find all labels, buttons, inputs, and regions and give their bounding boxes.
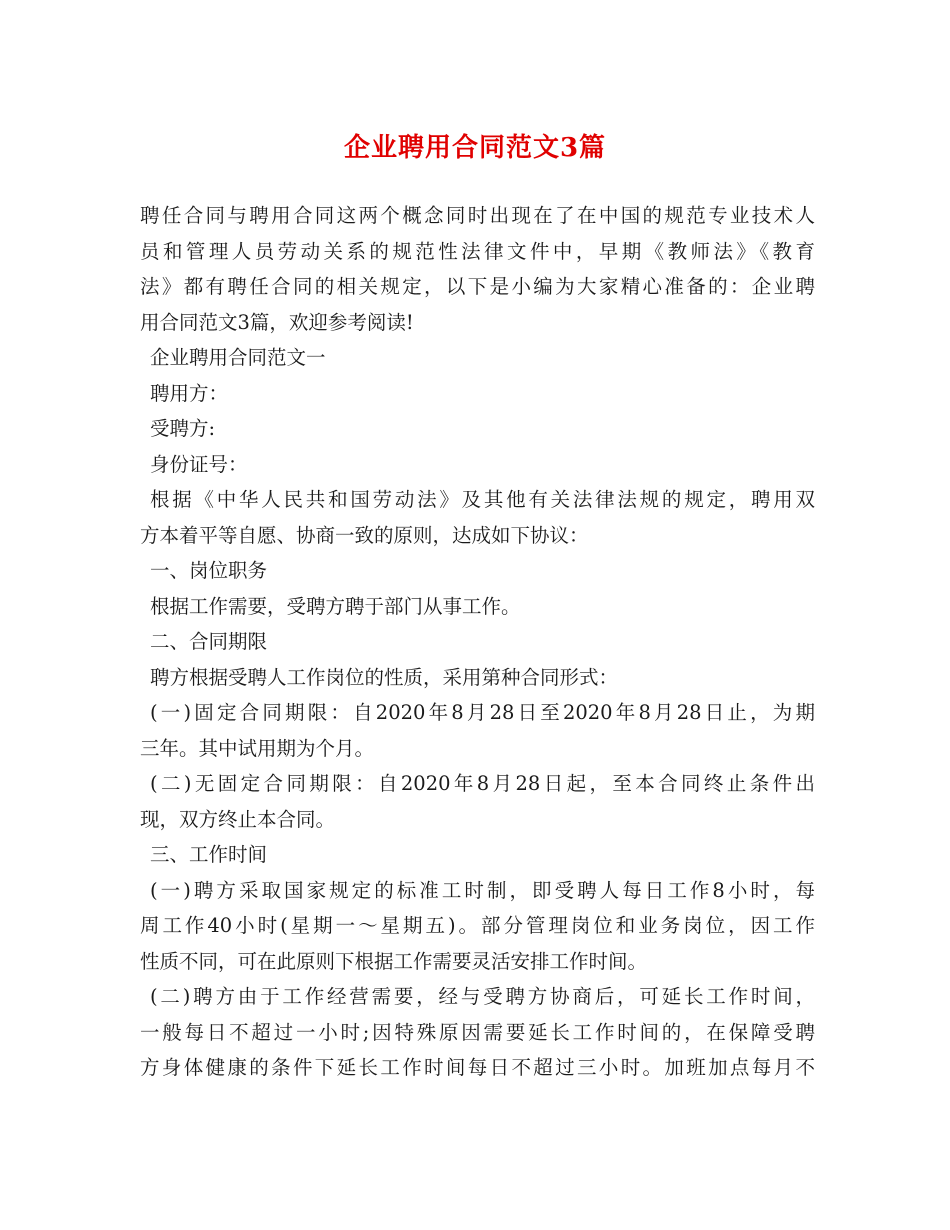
body-line: 企业聘用合同范文一	[150, 346, 326, 369]
body-line: 一、岗位职务	[150, 559, 268, 582]
body-line: 员和管理人员劳动关系的规范性法律文件中，早期《教师法》《教育	[140, 239, 815, 263]
body-line: (二)无固定合同期限：自2020年8月28日起，至本合同终止条件出	[150, 772, 815, 795]
body-line: 现，双方终止本合同。	[140, 807, 336, 831]
document-body	[140, 198, 815, 1086]
body-line: (一)聘方采取国家规定的标准工时制，即受聘人每日工作8小时，每	[150, 878, 815, 902]
body-line: 三年。其中试用期为个月。	[140, 736, 375, 760]
body-line: 聘用方：	[150, 381, 229, 405]
body-line: 周工作40小时(星期一～星期五)。部分管理岗位和业务岗位，因工作	[140, 914, 815, 937]
body-line: 身份证号：	[150, 452, 248, 476]
body-line: 三、工作时间	[150, 843, 268, 866]
body-line: 根据工作需要，受聘方聘于部门从事工作。	[150, 594, 521, 618]
body-line: 一般每日不超过一小时;因特殊原因需要延长工作时间的，在保障受聘	[140, 1020, 815, 1044]
body-line: 方本着平等自愿、协商一致的原则，达成如下协议：	[140, 523, 589, 547]
body-line: (一)固定合同期限：自2020年8月28日至2020年8月28日止，为期	[150, 701, 815, 724]
document-title: 企业聘用合同范文3篇	[343, 133, 607, 163]
body-line: 根据《中华人民共和国劳动法》及其他有关法律法规的规定，聘用双	[150, 488, 815, 511]
body-line: 性质不同，可在此原则下根据工作需要灵活安排工作时间。	[140, 949, 648, 973]
body-line: 聘任合同与聘用合同这两个概念同时出现在了在中国的规范专业技术人	[140, 204, 815, 227]
body-line: 受聘方:	[150, 417, 216, 440]
body-line: 方身体健康的条件下延长工作时间每日不超过三小时。加班加点每月不	[140, 1056, 815, 1079]
body-line: 聘方根据受聘人工作岗位的性质，采用第种合同形式：	[150, 665, 619, 689]
body-line: 用合同范文3篇，欢迎参考阅读!	[140, 310, 414, 334]
body-line: 法》都有聘任合同的相关规定，以下是小编为大家精心准备的：企业聘	[140, 275, 815, 298]
body-line: 二、合同期限	[150, 630, 268, 653]
body-line: (二)聘方由于工作经营需要，经与受聘方协商后，可延长工作时间，	[150, 985, 815, 1008]
